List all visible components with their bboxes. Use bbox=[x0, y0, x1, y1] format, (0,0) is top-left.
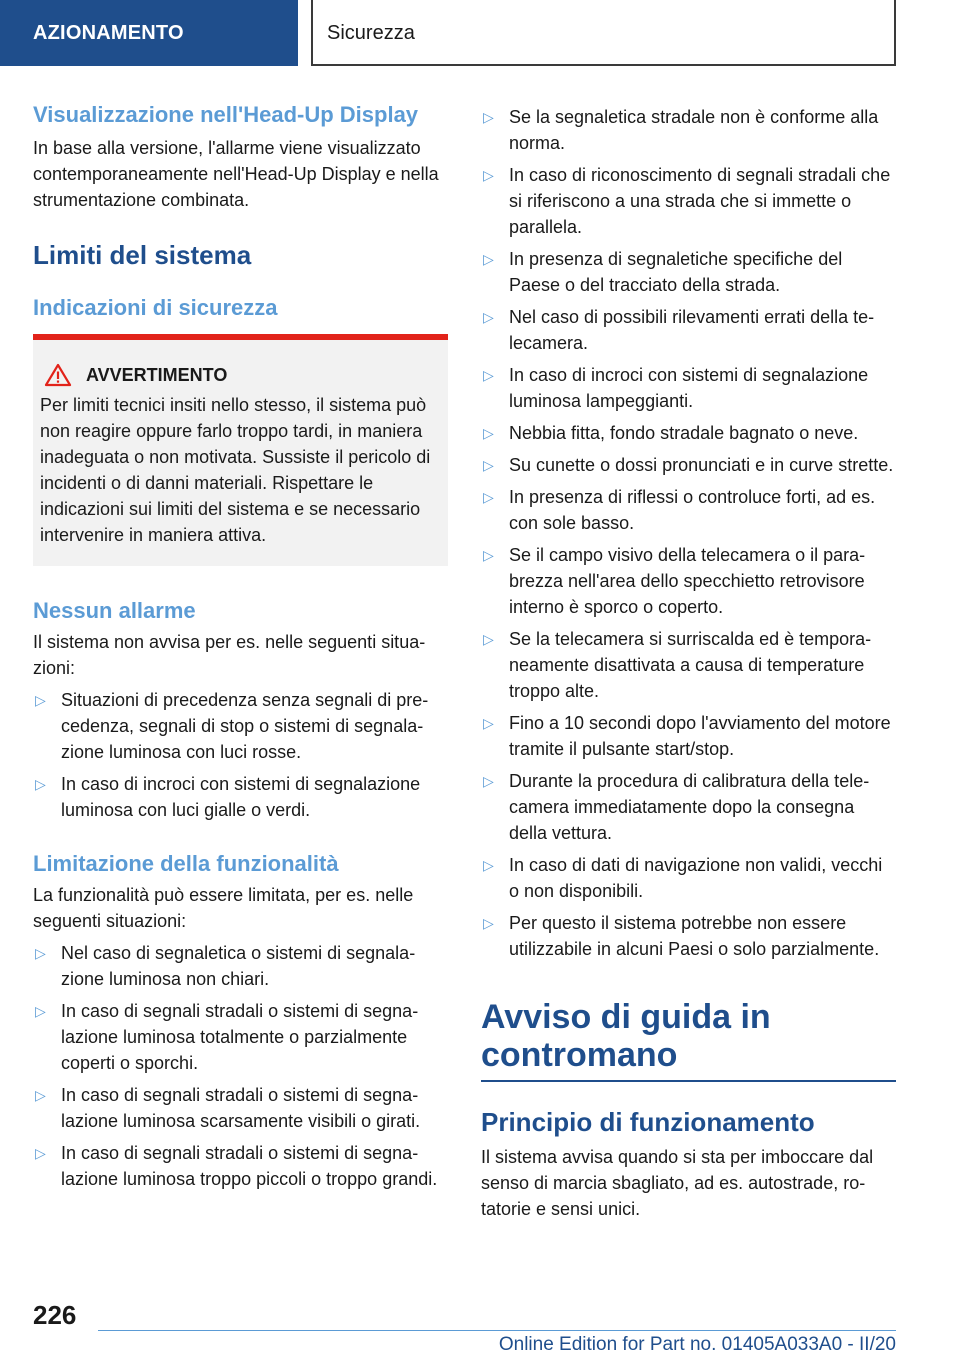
list-item: ▷ In caso di segnali stradali o sistemi di segnalazione luminosa scarsamente visibili o girati. bbox=[33, 1082, 448, 1134]
no-alarm-heading: Nessun allarme bbox=[33, 598, 196, 623]
list-item: ▷ Su cunette o dossi pronunciati e in curve strette. bbox=[481, 452, 896, 478]
limit-func-heading: Limitazione della funzionalità bbox=[33, 851, 339, 876]
list-item: ▷ In presenza di riflessi o controluce forti, ad es. con sole basso. bbox=[481, 484, 896, 536]
footer-rule bbox=[98, 1330, 896, 1331]
list-item: ▷ Se il campo visivo della telecamera o il parabrezza nell'area dello specchietto retrovisore interno è sporco o coperto. bbox=[481, 542, 896, 620]
list-item: ▷ Nel caso di segnaletica o sistemi di segnalazione luminosa non chiari. bbox=[33, 940, 448, 992]
list-item: ▷ Nel caso di possibili rilevamenti errati della telecamera. bbox=[481, 304, 896, 356]
edition-text: Online Edition for Part no. 01405A033A0 - II/20 bbox=[498, 1334, 896, 1355]
warning-label: AVVERTIMENTO bbox=[86, 365, 228, 385]
chapter-tab[interactable]: AZIONAMENTO bbox=[0, 0, 298, 66]
bullet-triangle-icon: ▷ bbox=[483, 309, 494, 325]
right-column bbox=[481, 104, 896, 1222]
bullet-triangle-icon: ▷ bbox=[483, 915, 494, 931]
wrongway-heading: Avviso di guida in contromano bbox=[481, 998, 771, 1074]
bullet-triangle-icon: ▷ bbox=[35, 776, 46, 792]
bullet-triangle-icon: ▷ bbox=[35, 945, 46, 961]
no-alarm-list bbox=[33, 687, 448, 823]
bullet-triangle-icon: ▷ bbox=[35, 692, 46, 708]
bullet-triangle-icon: ▷ bbox=[483, 251, 494, 267]
bullet-triangle-icon: ▷ bbox=[483, 773, 494, 789]
principle-heading: Principio di funzionamento bbox=[481, 1107, 815, 1137]
list-item: ▷ Se la segnaletica stradale non è conforme alla norma. bbox=[481, 104, 896, 156]
list-item: ▷ In presenza di segnaletiche specifiche del Paese o del tracciato della strada. bbox=[481, 246, 896, 298]
principle-paragraph: Il sistema avvisa quando si sta per imboccare dal senso di marcia sbagliato, ad es. autostrade, rotatorie e sensi unici. bbox=[481, 1147, 874, 1219]
bullet-triangle-icon: ▷ bbox=[483, 547, 494, 563]
limit-func-list-continued bbox=[481, 104, 896, 962]
bullet-triangle-icon: ▷ bbox=[35, 1145, 46, 1161]
bullet-triangle-icon: ▷ bbox=[483, 457, 494, 473]
bullet-triangle-icon: ▷ bbox=[35, 1003, 46, 1019]
list-item: ▷ Durante la procedura di calibratura della telecamera immediatamente dopo la consegna della vettura. bbox=[481, 768, 896, 846]
no-alarm-paragraph: Il sistema non avvisa per es. nelle seguenti situazioni: bbox=[33, 632, 426, 678]
warning-header bbox=[40, 362, 440, 388]
bullet-triangle-icon: ▷ bbox=[483, 167, 494, 183]
bullet-triangle-icon: ▷ bbox=[483, 367, 494, 383]
page-header bbox=[0, 0, 960, 66]
list-item: ▷ Fino a 10 secondi dopo l'avviamento del motore tramite il pulsante start/stop. bbox=[481, 710, 896, 762]
list-item: ▷ In caso di segnali stradali o sistemi di segnalazione luminosa troppo piccoli o troppo grandi. bbox=[33, 1140, 448, 1192]
list-item: ▷ Se la telecamera si surriscalda ed è temporaneamente disattivata a causa di temperature troppo alte. bbox=[481, 626, 896, 704]
limit-func-paragraph: La funzionalità può essere limitata, per es. nelle seguenti situazioni: bbox=[33, 885, 414, 931]
warning-box bbox=[33, 334, 448, 566]
hud-paragraph: In base alla versione, l'allarme viene visualizzato contemporaneamente nell'Head-Up Display e nella strumentazione combinata. bbox=[33, 138, 439, 210]
safety-heading: Indicazioni di sicurezza bbox=[33, 295, 278, 320]
list-item: ▷ Nebbia fitta, fondo stradale bagnato o neve. bbox=[481, 420, 896, 446]
bullet-triangle-icon: ▷ bbox=[35, 1087, 46, 1103]
bullet-triangle-icon: ▷ bbox=[483, 857, 494, 873]
bullet-triangle-icon: ▷ bbox=[483, 715, 494, 731]
list-item: ▷ Per questo il sistema potrebbe non essere utilizzabile in alcuni Paesi o solo parzialmente. bbox=[481, 910, 896, 962]
list-item: ▷ In caso di riconoscimento di segnali stradali che si riferiscono a una strada che si immette o parallela. bbox=[481, 162, 896, 240]
left-column bbox=[33, 100, 448, 1198]
bullet-triangle-icon: ▷ bbox=[483, 631, 494, 647]
list-item: ▷ In caso di segnali stradali o sistemi di segnalazione luminosa totalmente o parzialmente coperti o sporchi. bbox=[33, 998, 448, 1076]
heading-rule bbox=[481, 1080, 896, 1082]
list-item: ▷ In caso di incroci con sistemi di segnalazione luminosa con luci gialle o verdi. bbox=[33, 771, 448, 823]
warning-triangle-icon bbox=[44, 363, 72, 387]
list-item: ▷ In caso di incroci con sistemi di segnalazione luminosa lampeggianti. bbox=[481, 362, 896, 414]
bullet-triangle-icon: ▷ bbox=[483, 109, 494, 125]
warning-text: Per limiti tecnici insiti nello stesso, il sistema può non reagire oppure farlo troppo tardi, in maniera inadeguata o non motivata. Sussiste il pericolo di incidenti o di danni materiali. Rispettare le indicazioni sui limiti del sistema e se necessario intervenire in maniera attiva. bbox=[40, 395, 431, 545]
bullet-triangle-icon: ▷ bbox=[483, 489, 494, 505]
list-item: ▷ Situazioni di precedenza senza segnali di precedenza, segnali di stop o sistemi di segnalazione luminosa con luci rosse. bbox=[33, 687, 448, 765]
page-number: 226 bbox=[33, 1300, 77, 1330]
hud-heading: Visualizzazione nell'Head-Up Display bbox=[33, 102, 419, 127]
section-tab[interactable]: Sicurezza bbox=[311, 0, 896, 66]
bullet-triangle-icon: ▷ bbox=[483, 425, 494, 441]
list-item: ▷ In caso di dati di navigazione non validi, vecchi o non disponibili. bbox=[481, 852, 896, 904]
limit-func-list bbox=[33, 940, 448, 1192]
limits-heading: Limiti del sistema bbox=[33, 240, 252, 270]
